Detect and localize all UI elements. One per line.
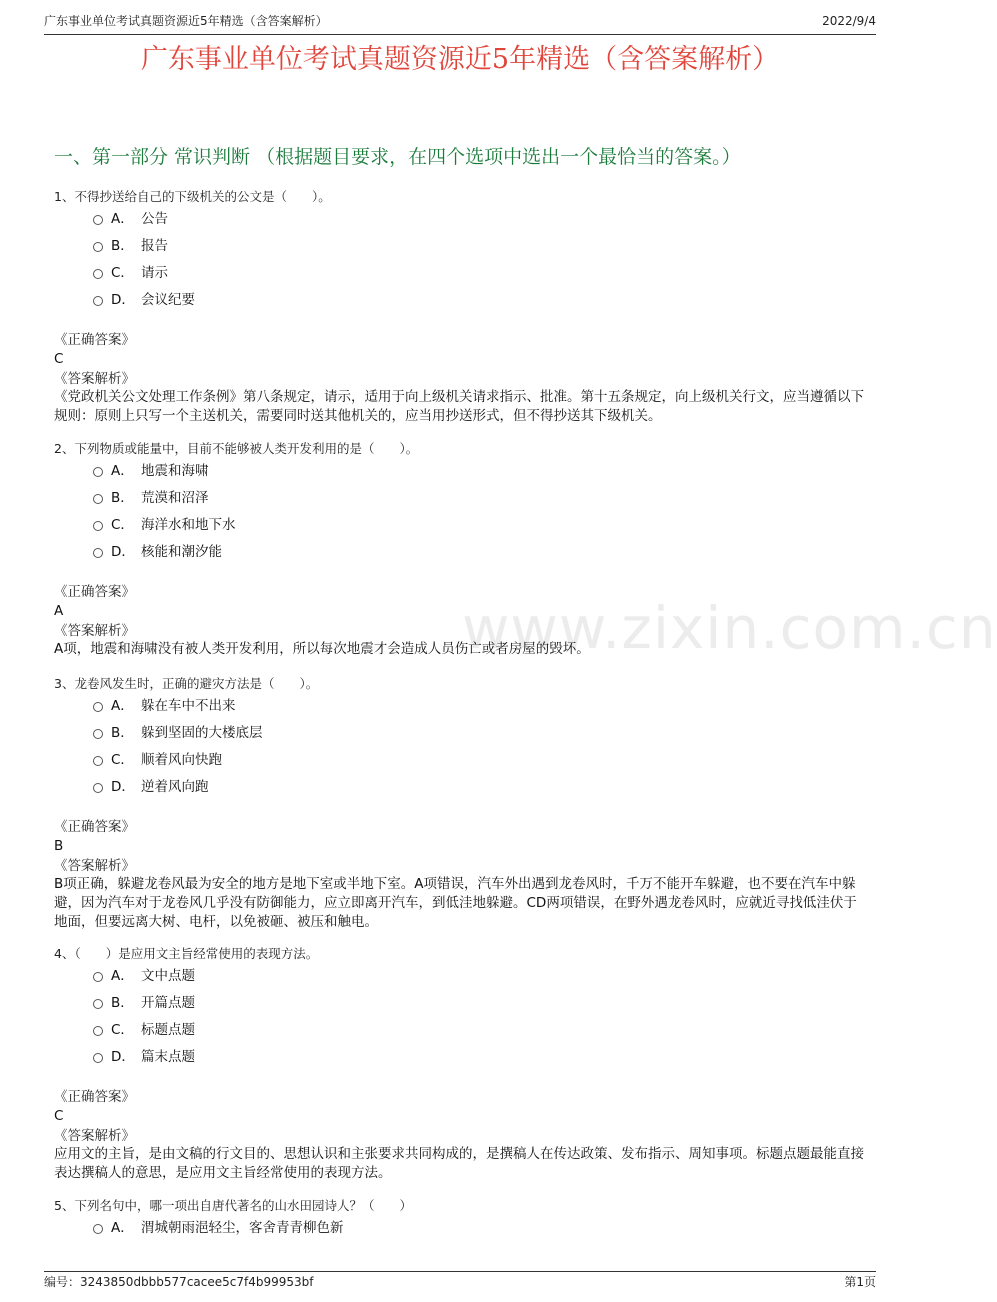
q2-analysis-label: 《答案解析》 <box>54 623 135 639</box>
q4-answer: C <box>54 1108 64 1124</box>
q3-option-c[interactable]: C． 顺着风向快跑 <box>93 750 222 770</box>
q3-option-a[interactable]: A． 躲在车中不出来 <box>93 696 236 716</box>
q4-analysis: 应用文的主旨，是由文稿的行文目的、思想认识和主张要求共同构成的，是撰稿人在传达政策、发布指示、周知事项。标题点题最能直接表达撰稿人的意思，是应用文主旨经常使用的表现方法。 <box>54 1146 864 1181</box>
footer-code: 编号：3243850dbbb577cacee5c7f4b99953bf <box>44 1275 314 1289</box>
question-3-text: 3、龙卷风发生时，正确的避灾方法是（ ）。 <box>54 676 319 691</box>
radio-icon[interactable] <box>93 494 103 504</box>
radio-icon[interactable] <box>93 783 103 793</box>
radio-icon[interactable] <box>93 548 103 558</box>
q1-option-d[interactable]: D． 会议纪要 <box>93 290 195 310</box>
q4-option-d[interactable]: D． 篇末点题 <box>93 1047 195 1067</box>
radio-icon[interactable] <box>93 1026 103 1036</box>
radio-icon[interactable] <box>93 296 103 306</box>
q3-answer-label: 《正确答案》 <box>54 819 135 835</box>
q2-answer: A <box>54 603 64 619</box>
q2-analysis: A项，地震和海啸没有被人类开发利用，所以每次地震才会造成人员伤亡或者房屋的毁坏。 <box>54 641 590 657</box>
page-header <box>44 12 876 35</box>
watermark: www.zixin.com.cn <box>462 594 997 662</box>
radio-icon[interactable] <box>93 1053 103 1063</box>
radio-icon[interactable] <box>93 1224 103 1234</box>
q3-analysis-label: 《答案解析》 <box>54 858 135 874</box>
q2-option-c[interactable]: C． 海洋水和地下水 <box>93 515 236 535</box>
question-4-text: 4、（ ）是应用文主旨经常使用的表现方法。 <box>54 946 319 961</box>
radio-icon[interactable] <box>93 467 103 477</box>
q4-analysis-label: 《答案解析》 <box>54 1128 135 1144</box>
radio-icon[interactable] <box>93 756 103 766</box>
radio-icon[interactable] <box>93 729 103 739</box>
page-footer <box>44 1271 876 1289</box>
q2-option-a[interactable]: A． 地震和海啸 <box>93 461 209 481</box>
q2-answer-label: 《正确答案》 <box>54 584 135 600</box>
q3-option-b[interactable]: B． 躲到坚固的大楼底层 <box>93 723 263 743</box>
radio-icon[interactable] <box>93 215 103 225</box>
q1-option-c[interactable]: C． 请示 <box>93 263 168 283</box>
q1-option-a[interactable]: A． 公告 <box>93 209 168 229</box>
footer-page-number: 第1页 <box>844 1275 876 1289</box>
q4-option-b[interactable]: B． 开篇点题 <box>93 993 195 1013</box>
q4-option-a[interactable]: A． 文中点题 <box>93 966 195 986</box>
q3-option-d[interactable]: D． 逆着风向跑 <box>93 777 209 797</box>
radio-icon[interactable] <box>93 702 103 712</box>
radio-icon[interactable] <box>93 242 103 252</box>
question-1-text: 1、不得抄送给自己的下级机关的公文是（ ）。 <box>54 189 331 204</box>
q1-option-b[interactable]: B． 报告 <box>93 236 168 256</box>
section-heading: 一、第一部分 常识判断 （根据题目要求，在四个选项中选出一个最恰当的答案。） <box>54 146 741 168</box>
page-title: 广东事业单位考试真题资源近5年精选（含答案解析） <box>140 44 780 75</box>
radio-icon[interactable] <box>93 521 103 531</box>
q4-option-c[interactable]: C． 标题点题 <box>93 1020 195 1040</box>
q2-option-d[interactable]: D． 核能和潮汐能 <box>93 542 222 562</box>
q1-answer-label: 《正确答案》 <box>54 332 135 348</box>
radio-icon[interactable] <box>93 269 103 279</box>
q1-analysis-label: 《答案解析》 <box>54 371 135 387</box>
q1-analysis: 《党政机关公文处理工作条例》第八条规定，请示，适用于向上级机关请求指示、批准。第十五条规定，向上级机关行文，应当遵循以下规则：原则上只写一个主送机关，需要同时送其他机关的，应当用抄送形式，但不得抄送其下级机关。 <box>54 389 864 424</box>
header-date: 2022/9/4 <box>822 14 876 28</box>
radio-icon[interactable] <box>93 999 103 1009</box>
header-doc-title: 广东事业单位考试真题资源近5年精选（含答案解析） <box>44 14 328 28</box>
question-2-text: 2、下列物质或能量中，目前不能够被人类开发利用的是（ ）。 <box>54 441 419 456</box>
q5-option-a[interactable]: A． 渭城朝雨浥轻尘，客舍青青柳色新 <box>93 1218 344 1238</box>
q1-answer: C <box>54 351 64 367</box>
question-5-text: 5、下列名句中，哪一项出自唐代著名的山水田园诗人？（ ） <box>54 1198 412 1213</box>
q2-option-b[interactable]: B． 荒漠和沼泽 <box>93 488 209 508</box>
radio-icon[interactable] <box>93 972 103 982</box>
q4-answer-label: 《正确答案》 <box>54 1089 135 1105</box>
q3-analysis: B项正确，躲避龙卷风最为安全的地方是地下室或半地下室。A项错误，汽车外出遇到龙卷风时，千万不能开车躲避，也不要在汽车中躲避，因为汽车对于龙卷风几乎没有防御能力，应立即离开汽车，到低洼地躲避。CD两项错误，在野外遇龙卷风时，应就近寻找低洼伏于地面，但要远离大树、电杆，以免被砸、被压和触电。 <box>54 876 857 930</box>
q3-answer: B <box>54 838 64 854</box>
